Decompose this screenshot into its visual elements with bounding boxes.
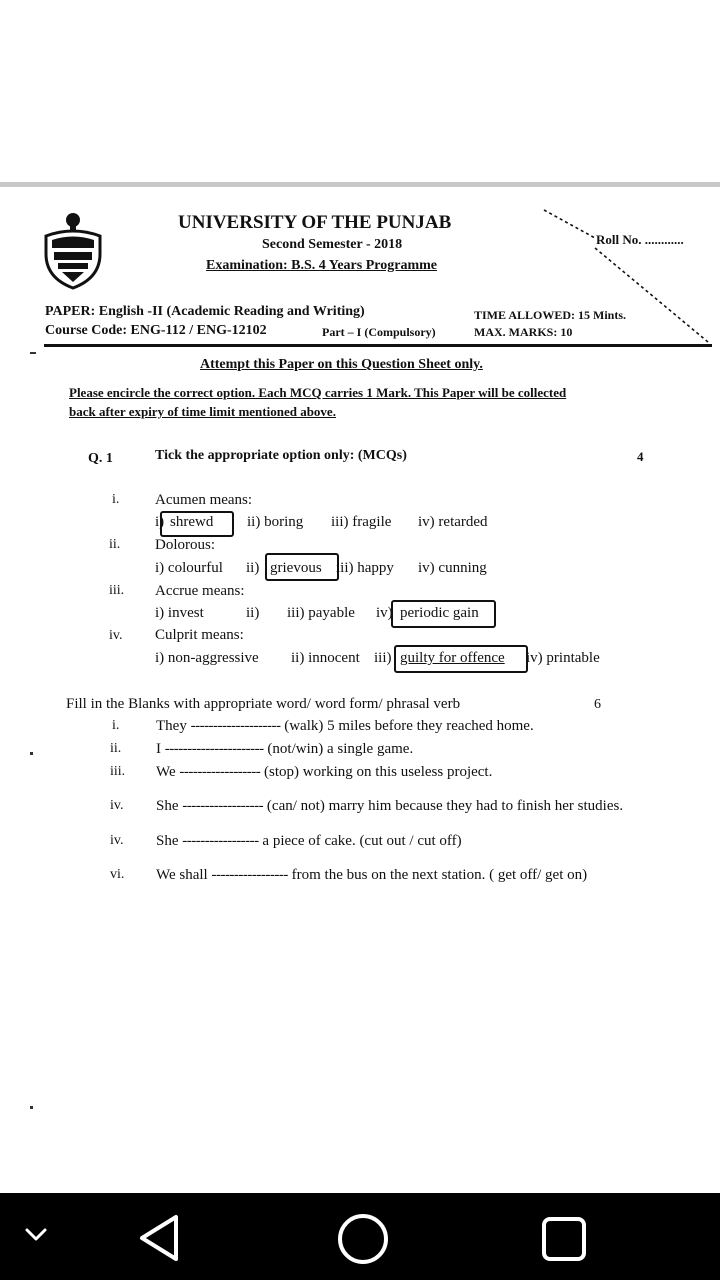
fill-item-post: (stop) working on this useless project.: [264, 764, 493, 780]
mcq-option[interactable]: iii): [374, 650, 392, 666]
mcq-option[interactable]: i) colourful: [155, 560, 223, 576]
instruction-line-2: back after expiry of time limit mentioned above.: [69, 404, 336, 419]
mcq-number: iii.: [109, 583, 125, 598]
mcq-option[interactable]: ii): [246, 605, 260, 621]
fill-item-pre: We: [156, 764, 176, 780]
q1-heading: Tick the appropriate option only: (MCQs): [155, 448, 407, 463]
fill-item-pre: I: [156, 741, 161, 757]
university-logo: [40, 208, 106, 292]
mcq-option[interactable]: i): [155, 514, 165, 530]
mcq-option[interactable]: iii) payable: [287, 605, 355, 621]
mcq-option-selected[interactable]: shrewd: [170, 514, 214, 530]
instruction-line-1: Please encircle the correct option. Each MCQ carries 1 Mark. This Paper will be collected: [69, 385, 567, 400]
selection-circle: [160, 511, 234, 537]
paper-title: PAPER: English -II (Academic Reading and Writing): [45, 304, 365, 319]
course-code: Course Code: ENG-112 / ENG-12102: [45, 323, 267, 338]
mcq-option[interactable]: iv) printable: [526, 650, 600, 666]
mcq-stem: Acumen means:: [155, 492, 253, 508]
header-rule: [44, 344, 712, 347]
paper-part: Part – I (Compulsory): [322, 325, 436, 339]
max-marks: MAX. MARKS: 10: [474, 325, 573, 339]
mcq-stem: Culprit means:: [155, 627, 244, 643]
university-title: UNIVERSITY OF THE PUNJAB: [178, 212, 452, 233]
mcq-option[interactable]: iv): [376, 605, 393, 621]
fill-item-text: [156, 867, 587, 884]
fill-item-pre: We shall: [156, 867, 208, 883]
fill-item-number: iv.: [110, 833, 124, 848]
mcq-stem: Dolorous:: [155, 537, 215, 553]
fill-item-text: [156, 833, 462, 850]
chevron-down-icon[interactable]: [22, 1223, 50, 1247]
mcq-option[interactable]: ii) innocent: [291, 650, 360, 666]
fill-blank[interactable]: -----------------: [211, 867, 288, 883]
roll-no-field[interactable]: Roll No. ............: [596, 232, 684, 247]
mcq-option[interactable]: iii) fragile: [331, 514, 392, 530]
mcq-option[interactable]: iv) cunning: [418, 560, 487, 576]
fill-item-post: (can/ not) marry him because they had to finish her studies.: [266, 798, 624, 814]
fill-marks: 6: [594, 697, 601, 712]
attempt-instruction: Attempt this Paper on this Question Sheet only.: [200, 357, 483, 372]
fill-blank[interactable]: ----------------------: [164, 741, 264, 757]
mcq-option-selected[interactable]: grievous: [270, 560, 322, 576]
mcq-option-selected[interactable]: guilty for offence: [400, 650, 505, 666]
fill-item-post: (not/win) a single game.: [267, 741, 414, 757]
fill-item-pre: She: [156, 798, 179, 814]
mcq-option[interactable]: i) invest: [155, 605, 204, 621]
scan-speck: [30, 752, 33, 755]
fill-item-post: (walk) 5 miles before they reached home.: [284, 718, 534, 734]
mcq-option[interactable]: ii): [246, 560, 260, 576]
fill-item-number: ii.: [110, 741, 122, 756]
mcq-number: iv.: [109, 628, 123, 643]
fill-item-number: vi.: [110, 867, 125, 882]
fill-blank[interactable]: --------------------: [190, 718, 281, 734]
fill-item-pre: They: [156, 718, 187, 734]
fill-item-text: [156, 741, 413, 758]
selection-circle: [265, 553, 339, 581]
fill-item-text: [156, 798, 623, 815]
mcq-stem: Accrue means:: [155, 583, 245, 599]
fill-blank[interactable]: ------------------: [182, 798, 264, 814]
fill-item-post: from the bus on the next station. ( get off/ get on): [291, 867, 588, 883]
back-triangle-icon[interactable]: [138, 1213, 182, 1263]
examination-line: Examination: B.S. 4 Years Programme: [206, 258, 437, 273]
fill-item-number: iv.: [110, 798, 124, 813]
recents-square-icon[interactable]: [540, 1215, 588, 1263]
fill-blank[interactable]: ------------------: [179, 764, 261, 780]
system-navigation-bar: [0, 1193, 720, 1280]
time-allowed: TIME ALLOWED: 15 Mints.: [474, 308, 627, 322]
scan-speck: [30, 1106, 33, 1109]
mcq-option[interactable]: iv) retarded: [418, 514, 488, 530]
mcq-option[interactable]: ii) boring: [247, 514, 304, 530]
mcq-number: ii.: [109, 537, 121, 552]
fill-heading: Fill in the Blanks with appropriate word/ word form/ phrasal verb: [66, 696, 461, 712]
semester-line: Second Semester - 2018: [262, 237, 403, 252]
fill-item-number: iii.: [110, 764, 126, 779]
q1-number: Q. 1: [88, 451, 113, 466]
home-circle-icon[interactable]: [336, 1212, 390, 1266]
mcq-number: i.: [112, 492, 120, 507]
fill-item-pre: She: [156, 833, 179, 849]
fill-item-post: a piece of cake. (cut out / cut off): [262, 833, 462, 849]
fill-item-number: i.: [112, 718, 120, 733]
selection-circle: [391, 600, 496, 628]
q1-marks: 4: [637, 449, 644, 464]
mcq-option-selected[interactable]: periodic gain: [400, 605, 479, 621]
mcq-option[interactable]: i) non-aggressive: [155, 650, 259, 666]
fill-blank[interactable]: -----------------: [182, 833, 259, 849]
selection-circle: [394, 645, 528, 673]
fill-item-text: [156, 764, 492, 781]
mcq-option[interactable]: iii) happy: [336, 560, 394, 576]
fill-item-text: [156, 718, 534, 735]
scan-speck: [30, 352, 36, 354]
